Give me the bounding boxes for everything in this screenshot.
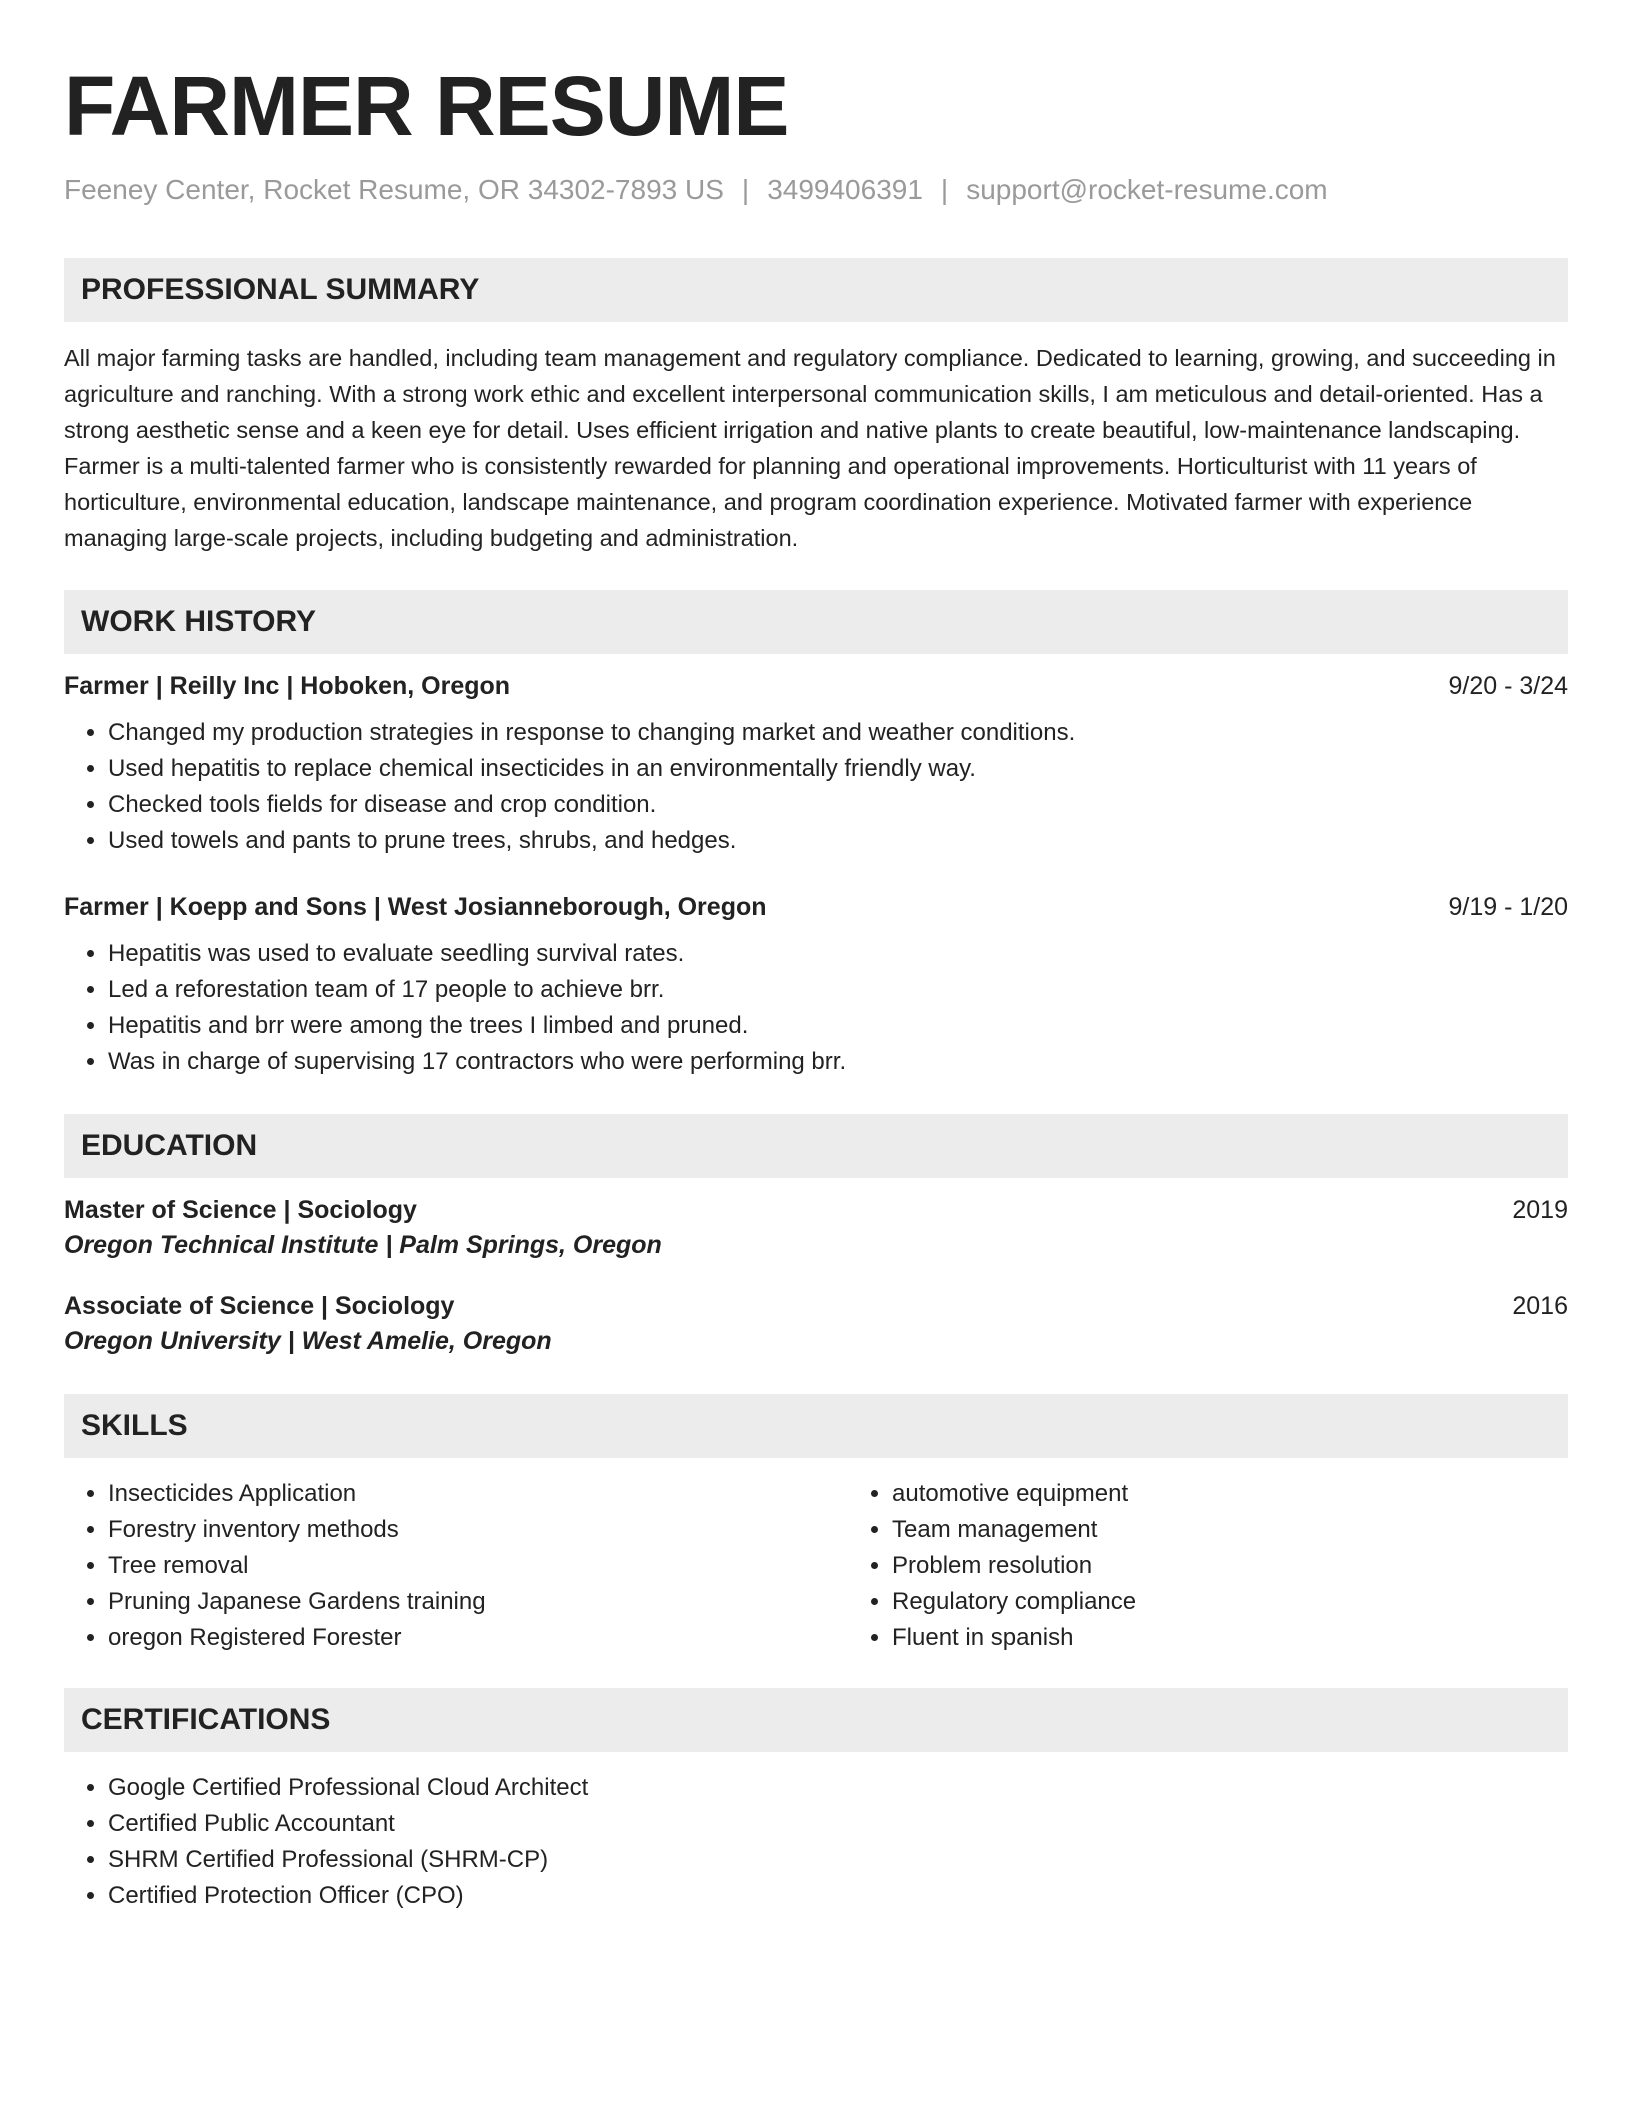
skill-item: • Insecticides Application [108, 1476, 848, 1512]
skill-item: • Problem resolution [892, 1548, 1136, 1584]
section-heading-certifications: CERTIFICATIONS [64, 1688, 1568, 1752]
skill-item: • Regulatory compliance [892, 1584, 1136, 1620]
job-header [64, 672, 1568, 701]
education-entry [64, 1292, 1568, 1356]
job-header [64, 893, 1568, 922]
job-title: Farmer | Reilly Inc | Hoboken, Oregon [64, 672, 511, 700]
job-bullet: • Hepatitis was used to evaluate seedling survival rates. [108, 936, 1568, 972]
skill-item: • Team management [892, 1512, 1136, 1548]
skills-list-left [64, 1476, 848, 1656]
skill-item: • Fluent in spanish [892, 1620, 1136, 1656]
skill-item: • Tree removal [108, 1548, 848, 1584]
skill-item: • Pruning Japanese Gardens training [108, 1584, 848, 1620]
education-entry [64, 1196, 1568, 1260]
skill-item: • Forestry inventory methods [108, 1512, 848, 1548]
job-bullet: • Hepatitis and brr were among the trees I limbed and pruned. [108, 1008, 1568, 1044]
section-heading-education: EDUCATION [64, 1114, 1568, 1178]
skills-columns [64, 1476, 1568, 1656]
job-bullet: • Used towels and pants to prune trees, shrubs, and hedges. [108, 823, 1568, 859]
degree: Master of Science | Sociology [64, 1196, 417, 1224]
section-heading-summary: PROFESSIONAL SUMMARY [64, 258, 1568, 322]
job-entry [64, 893, 1568, 1080]
job-entry [64, 672, 1568, 859]
job-bullets [64, 936, 1568, 1080]
contact-line [64, 174, 1568, 206]
contact-separator: | [741, 174, 750, 205]
section-heading-work-history: WORK HISTORY [64, 590, 1568, 654]
degree: Associate of Science | Sociology [64, 1292, 455, 1320]
section-heading-skills: SKILLS [64, 1394, 1568, 1458]
job-title: Farmer | Koepp and Sons | West Josianneborough, Oregon [64, 893, 767, 921]
job-bullets [64, 715, 1568, 859]
skill-item: • oregon Registered Forester [108, 1620, 848, 1656]
certification-item: • Certified Protection Officer (CPO) [108, 1878, 1568, 1914]
certifications-list [64, 1770, 1568, 1914]
address: Feeney Center, Rocket Resume, OR 34302-7893 US [64, 174, 724, 205]
certification-item: • Google Certified Professional Cloud Architect [108, 1770, 1568, 1806]
certifications-items [64, 1770, 1568, 1914]
job-dates: 9/20 - 3/24 [1448, 672, 1568, 700]
job-dates: 9/19 - 1/20 [1448, 893, 1568, 921]
education-header [64, 1196, 1568, 1225]
job-bullet: • Changed my production strategies in response to changing market and weather conditions. [108, 715, 1568, 751]
summary-text: All major farming tasks are handled, including team management and regulatory compliance. Dedicated to learning, growing, and succeeding in agriculture and ranching. With a strong work ethic and excellent interpersonal communication skills, I am meticulous and detail-oriented. Has a strong aesthetic sense and a keen eye for detail. Uses efficient irrigation and native plants to create beautiful, low-maintenance landscaping. Farmer is a multi-talented farmer who is consistently rewarded for planning and operational improvements. Horticulturist with 11 years of horticulture, environmental education, landscape maintenance, and program coordination experience. Motivated farmer with experience managing large-scale projects, including budgeting and administration. [64, 345, 1556, 551]
job-bullet: • Led a reforestation team of 17 people to achieve brr. [108, 972, 1568, 1008]
certification-item: • Certified Public Accountant [108, 1806, 1568, 1842]
job-bullet: • Used hepatitis to replace chemical insecticides in an environmentally friendly way. [108, 751, 1568, 787]
job-bullet: • Was in charge of supervising 17 contractors who were performing brr. [108, 1044, 1568, 1080]
phone: 3499406391 [767, 174, 923, 205]
graduation-year: 2016 [1512, 1292, 1568, 1320]
skills-list-right [848, 1476, 1136, 1656]
resume-title: FARMER RESUME [64, 59, 789, 153]
graduation-year: 2019 [1512, 1196, 1568, 1224]
skill-item: • automotive equipment [892, 1476, 1136, 1512]
certification-item: • SHRM Certified Professional (SHRM-CP) [108, 1842, 1568, 1878]
education-header [64, 1292, 1568, 1321]
contact-separator: | [940, 174, 949, 205]
school: Oregon University | West Amelie, Oregon [64, 1327, 552, 1355]
job-bullet: • Checked tools fields for disease and crop condition. [108, 787, 1568, 823]
email: support@rocket-resume.com [966, 174, 1328, 205]
school: Oregon Technical Institute | Palm Springs, Oregon [64, 1231, 662, 1259]
